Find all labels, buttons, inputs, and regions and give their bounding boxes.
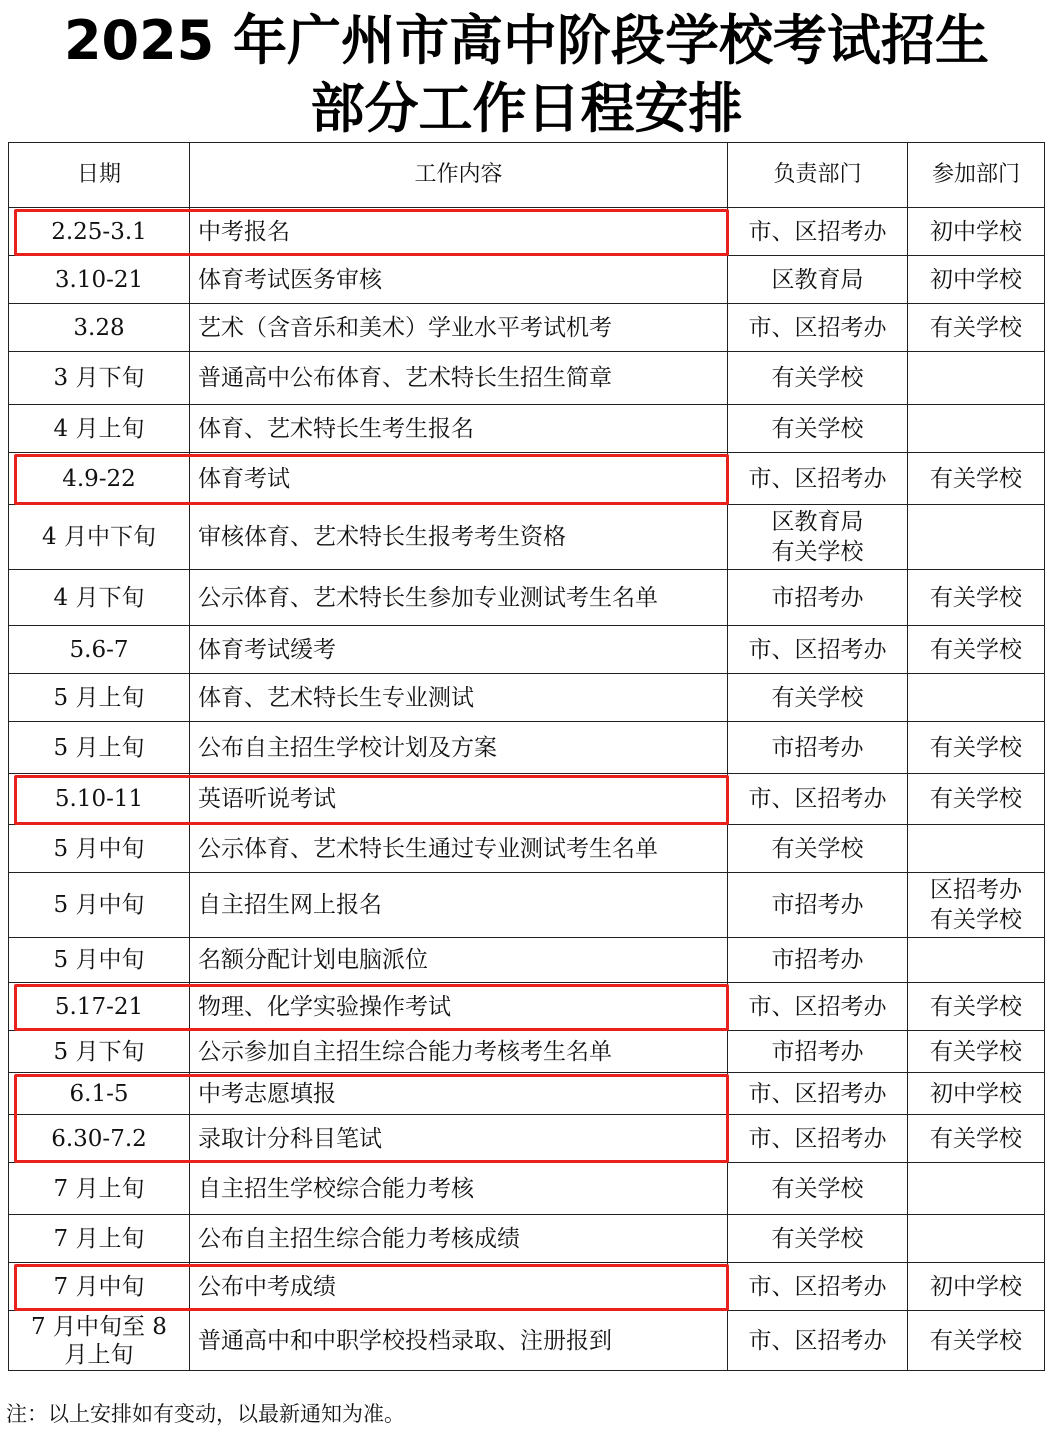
cell-participating: [908, 1073, 1045, 1115]
participating-dept: 有关学校: [930, 993, 1022, 1020]
cell-participating: [908, 1215, 1045, 1263]
table-row: [9, 352, 1045, 405]
table-row: [9, 405, 1045, 453]
cell-content: 公示体育、艺术特长生参加专业测试考生名单: [190, 570, 728, 626]
cell-participating: [908, 208, 1045, 256]
cell-date: 7 月上旬: [9, 1215, 190, 1263]
responsible-dept: 市、区招考办: [748, 636, 887, 663]
cell-participating: [908, 1163, 1045, 1215]
header-participating: 参加部门: [908, 143, 1045, 208]
cell-responsible: [728, 453, 908, 505]
cell-participating: [908, 405, 1045, 453]
cell-content: 自主招生学校综合能力考核: [190, 1163, 728, 1215]
cell-responsible: [728, 873, 908, 938]
table-row: [9, 1163, 1045, 1215]
cell-responsible: [728, 1215, 908, 1263]
responsible-dept: 市、区招考办: [748, 314, 887, 341]
cell-content: 公示参加自主招生综合能力考核考生名单: [190, 1031, 728, 1073]
cell-content: 体育考试: [190, 453, 728, 505]
cell-responsible: [728, 304, 908, 352]
table-body: [9, 208, 1045, 1371]
cell-participating: [908, 983, 1045, 1031]
page-subtitle: 部分工作日程安排: [310, 77, 743, 140]
cell-content: 物理、化学实验操作考试: [190, 983, 728, 1031]
cell-participating: [908, 626, 1045, 674]
cell-date: 5.10-11: [9, 774, 190, 825]
participating-dept: 有关学校: [930, 1327, 1022, 1354]
table-row: [9, 1263, 1045, 1311]
responsible-dept: 市招考办: [771, 584, 864, 611]
cell-participating: [908, 352, 1045, 405]
participating-dept: 区招考办: [930, 877, 1022, 903]
cell-content: 体育考试缓考: [190, 626, 728, 674]
table-row: [9, 208, 1045, 256]
cell-content: 体育考试医务审核: [190, 256, 728, 304]
cell-responsible: [728, 1115, 908, 1163]
table-row: [9, 256, 1045, 304]
cell-date: 5 月上旬: [9, 674, 190, 722]
cell-participating: [908, 873, 1045, 938]
responsible-dept: 有关学校: [771, 365, 864, 391]
cell-content: 公布自主招生综合能力考核成绩: [190, 1215, 728, 1263]
responsible-dept: 市招考办: [771, 1038, 864, 1065]
table-row: [9, 722, 1045, 774]
cell-content: 审核体育、艺术特长生报考考生资格: [190, 505, 728, 570]
cell-responsible: [728, 570, 908, 626]
cell-responsible: [728, 722, 908, 774]
cell-participating: [908, 674, 1045, 722]
responsible-dept: 市、区招考办: [748, 993, 887, 1020]
cell-date: 4 月下旬: [9, 570, 190, 626]
header-responsible: 负责部门: [728, 143, 908, 208]
cell-content: 艺术（含音乐和美术）学业水平考试机考: [190, 304, 728, 352]
cell-responsible: [728, 774, 908, 825]
table-row: [9, 1031, 1045, 1073]
cell-participating: [908, 774, 1045, 825]
cell-date: 4 月上旬: [9, 405, 190, 453]
cell-content: 普通高中公布体育、艺术特长生招生简章: [190, 352, 728, 405]
cell-content: 公布中考成绩: [190, 1263, 728, 1311]
cell-responsible: [728, 825, 908, 873]
header-content: 工作内容: [190, 143, 728, 208]
cell-responsible: [728, 256, 908, 304]
cell-participating: [908, 1263, 1045, 1311]
participating-dept: 有关学校: [930, 786, 1022, 812]
cell-date: 5.6-7: [9, 626, 190, 674]
cell-date: 7 月中旬至 8 月上旬: [9, 1311, 190, 1371]
table-header-row: [9, 143, 1045, 208]
responsible-dept: 市、区招考办: [748, 1125, 887, 1152]
participating-dept: 初中学校: [930, 1080, 1022, 1107]
cell-responsible: [728, 983, 908, 1031]
cell-participating: [908, 453, 1045, 505]
responsible-dept: 市、区招考办: [748, 1273, 887, 1300]
cell-participating: [908, 722, 1045, 774]
cell-date: 4 月中下旬: [9, 505, 190, 570]
schedule-table: [8, 142, 1045, 1371]
cell-responsible: [728, 505, 908, 570]
responsible-dept: 有关学校: [771, 684, 864, 711]
cell-participating: [908, 938, 1045, 983]
footnote: 注：以上安排如有变动，以最新通知为准。: [6, 1402, 405, 1426]
cell-date: 5 月中旬: [9, 938, 190, 983]
cell-participating: [908, 256, 1045, 304]
cell-content: 中考志愿填报: [190, 1073, 728, 1115]
cell-date: 5 月中旬: [9, 825, 190, 873]
table-row: [9, 774, 1045, 825]
header-date: 日期: [9, 143, 190, 208]
cell-content: 中考报名: [190, 208, 728, 256]
responsible-dept: 市招考办: [771, 892, 864, 918]
responsible-dept: 区教育局: [771, 266, 864, 293]
table-row: [9, 1115, 1045, 1163]
table-row: [9, 674, 1045, 722]
responsible-dept: 市、区招考办: [748, 786, 887, 812]
cell-date: 2.25-3.1: [9, 208, 190, 256]
participating-dept: 初中学校: [930, 266, 1022, 293]
cell-responsible: [728, 405, 908, 453]
cell-participating: [908, 505, 1045, 570]
cell-responsible: [728, 626, 908, 674]
responsible-dept: 有关学校: [771, 1225, 864, 1252]
cell-content: 公示体育、艺术特长生通过专业测试考生名单: [190, 825, 728, 873]
participating-dept: 有关学校: [930, 314, 1022, 341]
cell-date: 5 月下旬: [9, 1031, 190, 1073]
cell-date: 3.10-21: [9, 256, 190, 304]
cell-responsible: [728, 674, 908, 722]
participating-dept: 有关学校: [930, 636, 1022, 663]
page-title: 2025 年广州市高中阶段学校考试招生: [63, 9, 990, 72]
cell-participating: [908, 1031, 1045, 1073]
responsible-dept: 市、区招考办: [748, 465, 887, 492]
cell-responsible: [728, 1311, 908, 1371]
responsible-dept: 有关学校: [771, 835, 864, 862]
cell-content: 录取计分科目笔试: [190, 1115, 728, 1163]
cell-date: 5.17-21: [9, 983, 190, 1031]
cell-date: 6.30-7.2: [9, 1115, 190, 1163]
cell-responsible: [728, 1163, 908, 1215]
cell-content: 体育、艺术特长生专业测试: [190, 674, 728, 722]
cell-date: 5 月中旬: [9, 873, 190, 938]
table-row: [9, 505, 1045, 570]
participating-dept: 有关学校: [930, 1125, 1022, 1152]
responsible-dept: 市、区招考办: [748, 1327, 887, 1354]
responsible-dept: 市、区招考办: [748, 218, 887, 245]
cell-date: 7 月上旬: [9, 1163, 190, 1215]
cell-participating: [908, 1311, 1045, 1371]
table-row: [9, 1073, 1045, 1115]
participating-dept: 有关学校: [930, 907, 1022, 933]
responsible-dept: 市、区招考办: [748, 1080, 887, 1107]
cell-participating: [908, 570, 1045, 626]
table-row: [9, 1215, 1045, 1263]
participating-dept: 有关学校: [930, 584, 1022, 611]
responsible-dept: 有关学校: [771, 1175, 864, 1202]
table-row: [9, 825, 1045, 873]
cell-date: 6.1-5: [9, 1073, 190, 1115]
participating-dept: 有关学校: [930, 1038, 1022, 1065]
cell-content: 体育、艺术特长生考生报名: [190, 405, 728, 453]
participating-dept: 有关学校: [930, 465, 1022, 492]
cell-responsible: [728, 1263, 908, 1311]
cell-date: 4.9-22: [9, 453, 190, 505]
cell-content: 英语听说考试: [190, 774, 728, 825]
table-row: [9, 304, 1045, 352]
table-row: [9, 453, 1045, 505]
cell-responsible: [728, 938, 908, 983]
cell-date: 7 月中旬: [9, 1263, 190, 1311]
cell-participating: [908, 1115, 1045, 1163]
cell-responsible: [728, 208, 908, 256]
cell-date: 3.28: [9, 304, 190, 352]
cell-participating: [908, 304, 1045, 352]
participating-dept: 有关学校: [930, 734, 1022, 761]
table-row: [9, 570, 1045, 626]
cell-responsible: [728, 1031, 908, 1073]
cell-date: 3 月下旬: [9, 352, 190, 405]
cell-date: 5 月上旬: [9, 722, 190, 774]
cell-responsible: [728, 352, 908, 405]
cell-content: 普通高中和中职学校投档录取、注册报到: [190, 1311, 728, 1371]
cell-content: 公布自主招生学校计划及方案: [190, 722, 728, 774]
table-row: [9, 938, 1045, 983]
table-row: [9, 1311, 1045, 1371]
cell-participating: [908, 825, 1045, 873]
responsible-dept: 有关学校: [771, 539, 864, 565]
responsible-dept: 区教育局: [771, 509, 864, 535]
responsible-dept: 有关学校: [771, 415, 864, 442]
cell-content: 自主招生网上报名: [190, 873, 728, 938]
cell-content: 名额分配计划电脑派位: [190, 938, 728, 983]
table-row: [9, 626, 1045, 674]
table-row: [9, 983, 1045, 1031]
responsible-dept: 市招考办: [771, 947, 864, 973]
table-row: [9, 873, 1045, 938]
participating-dept: 初中学校: [930, 1273, 1022, 1300]
participating-dept: 初中学校: [930, 218, 1022, 245]
cell-responsible: [728, 1073, 908, 1115]
responsible-dept: 市招考办: [771, 734, 864, 761]
